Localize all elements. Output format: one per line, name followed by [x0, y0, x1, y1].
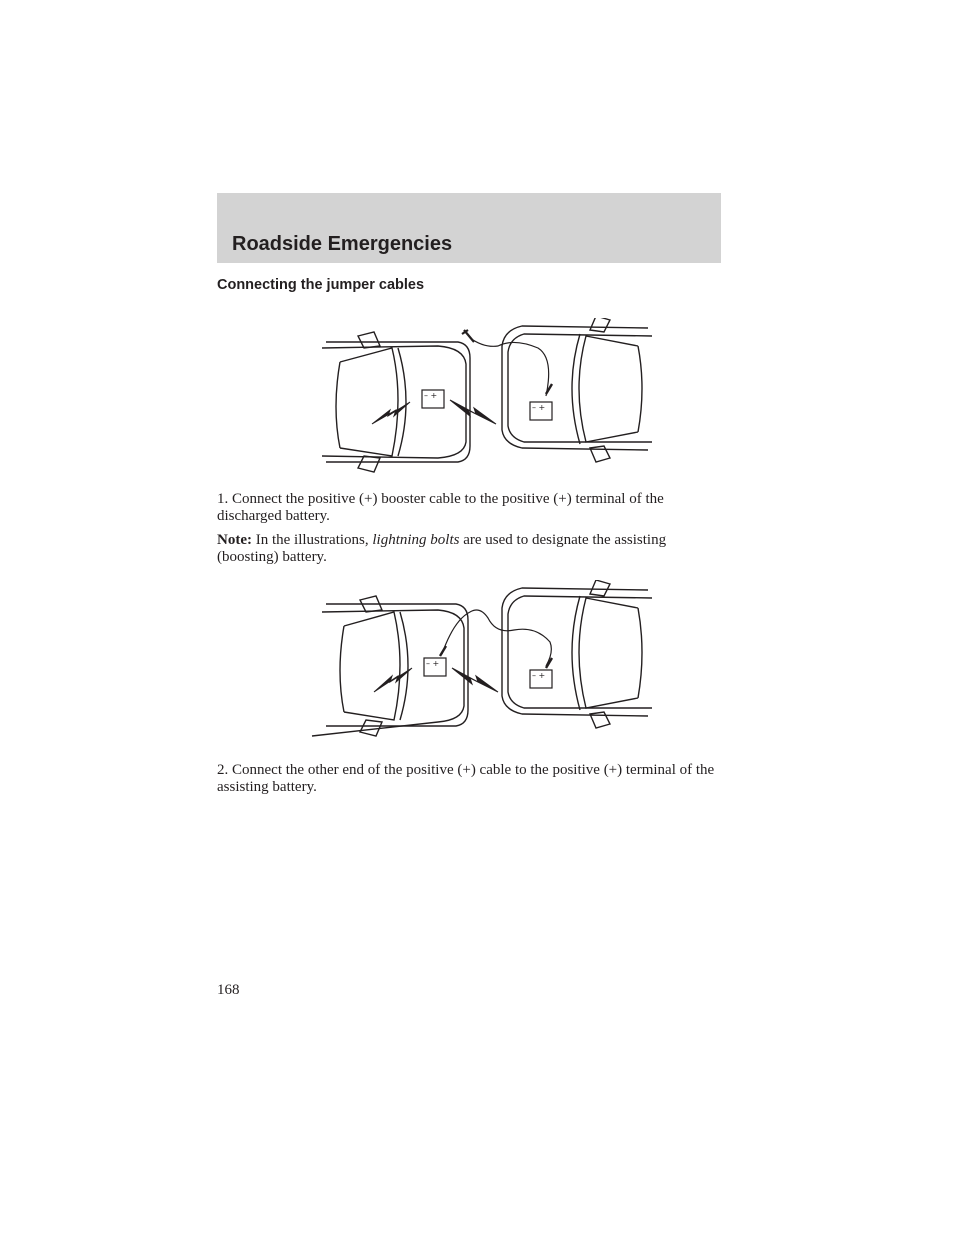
note-text-before: In the illustrations,	[251, 532, 373, 548]
page-number: 168	[217, 982, 240, 998]
assisting-car	[502, 580, 652, 728]
assisting-car	[502, 318, 652, 462]
discharged-battery	[422, 390, 444, 408]
cable-clamp-icon	[462, 330, 474, 342]
lightning-bolt-icon	[450, 400, 496, 424]
battery-terminal-label: – +	[424, 391, 438, 400]
positive-cable	[442, 610, 551, 666]
section-title: Roadside Emergencies	[232, 233, 453, 255]
note-paragraph	[217, 532, 717, 566]
assisting-battery	[530, 670, 552, 688]
illustration-jumper-step-2	[310, 580, 654, 744]
discharged-car	[322, 332, 470, 472]
battery-terminal-label: – +	[426, 659, 440, 668]
battery-terminal-label: – +	[532, 671, 546, 680]
illustration-jumper-step-1	[318, 318, 654, 476]
subheading: Connecting the jumper cables	[217, 277, 425, 293]
cable-clamp-icon	[440, 646, 446, 656]
battery-terminal-label: – +	[532, 403, 546, 412]
note-label: Note:	[217, 532, 252, 548]
step-2-text: 2. Connect the other end of the positive (+) cable to the positive (+) terminal of the assisting battery.	[217, 762, 715, 795]
note-text-after: are used to designate the assisting (boosting) battery.	[217, 532, 667, 565]
assisting-battery	[530, 402, 552, 420]
lightning-bolt-icon	[452, 668, 498, 692]
lightning-bolt-icon	[372, 402, 410, 424]
note-emphasis: lightning bolts	[372, 532, 460, 548]
step-1-text: 1. Connect the positive (+) booster cable to the positive (+) terminal of the discharged battery.	[217, 491, 664, 524]
discharged-battery	[424, 658, 446, 676]
discharged-car	[312, 596, 468, 736]
